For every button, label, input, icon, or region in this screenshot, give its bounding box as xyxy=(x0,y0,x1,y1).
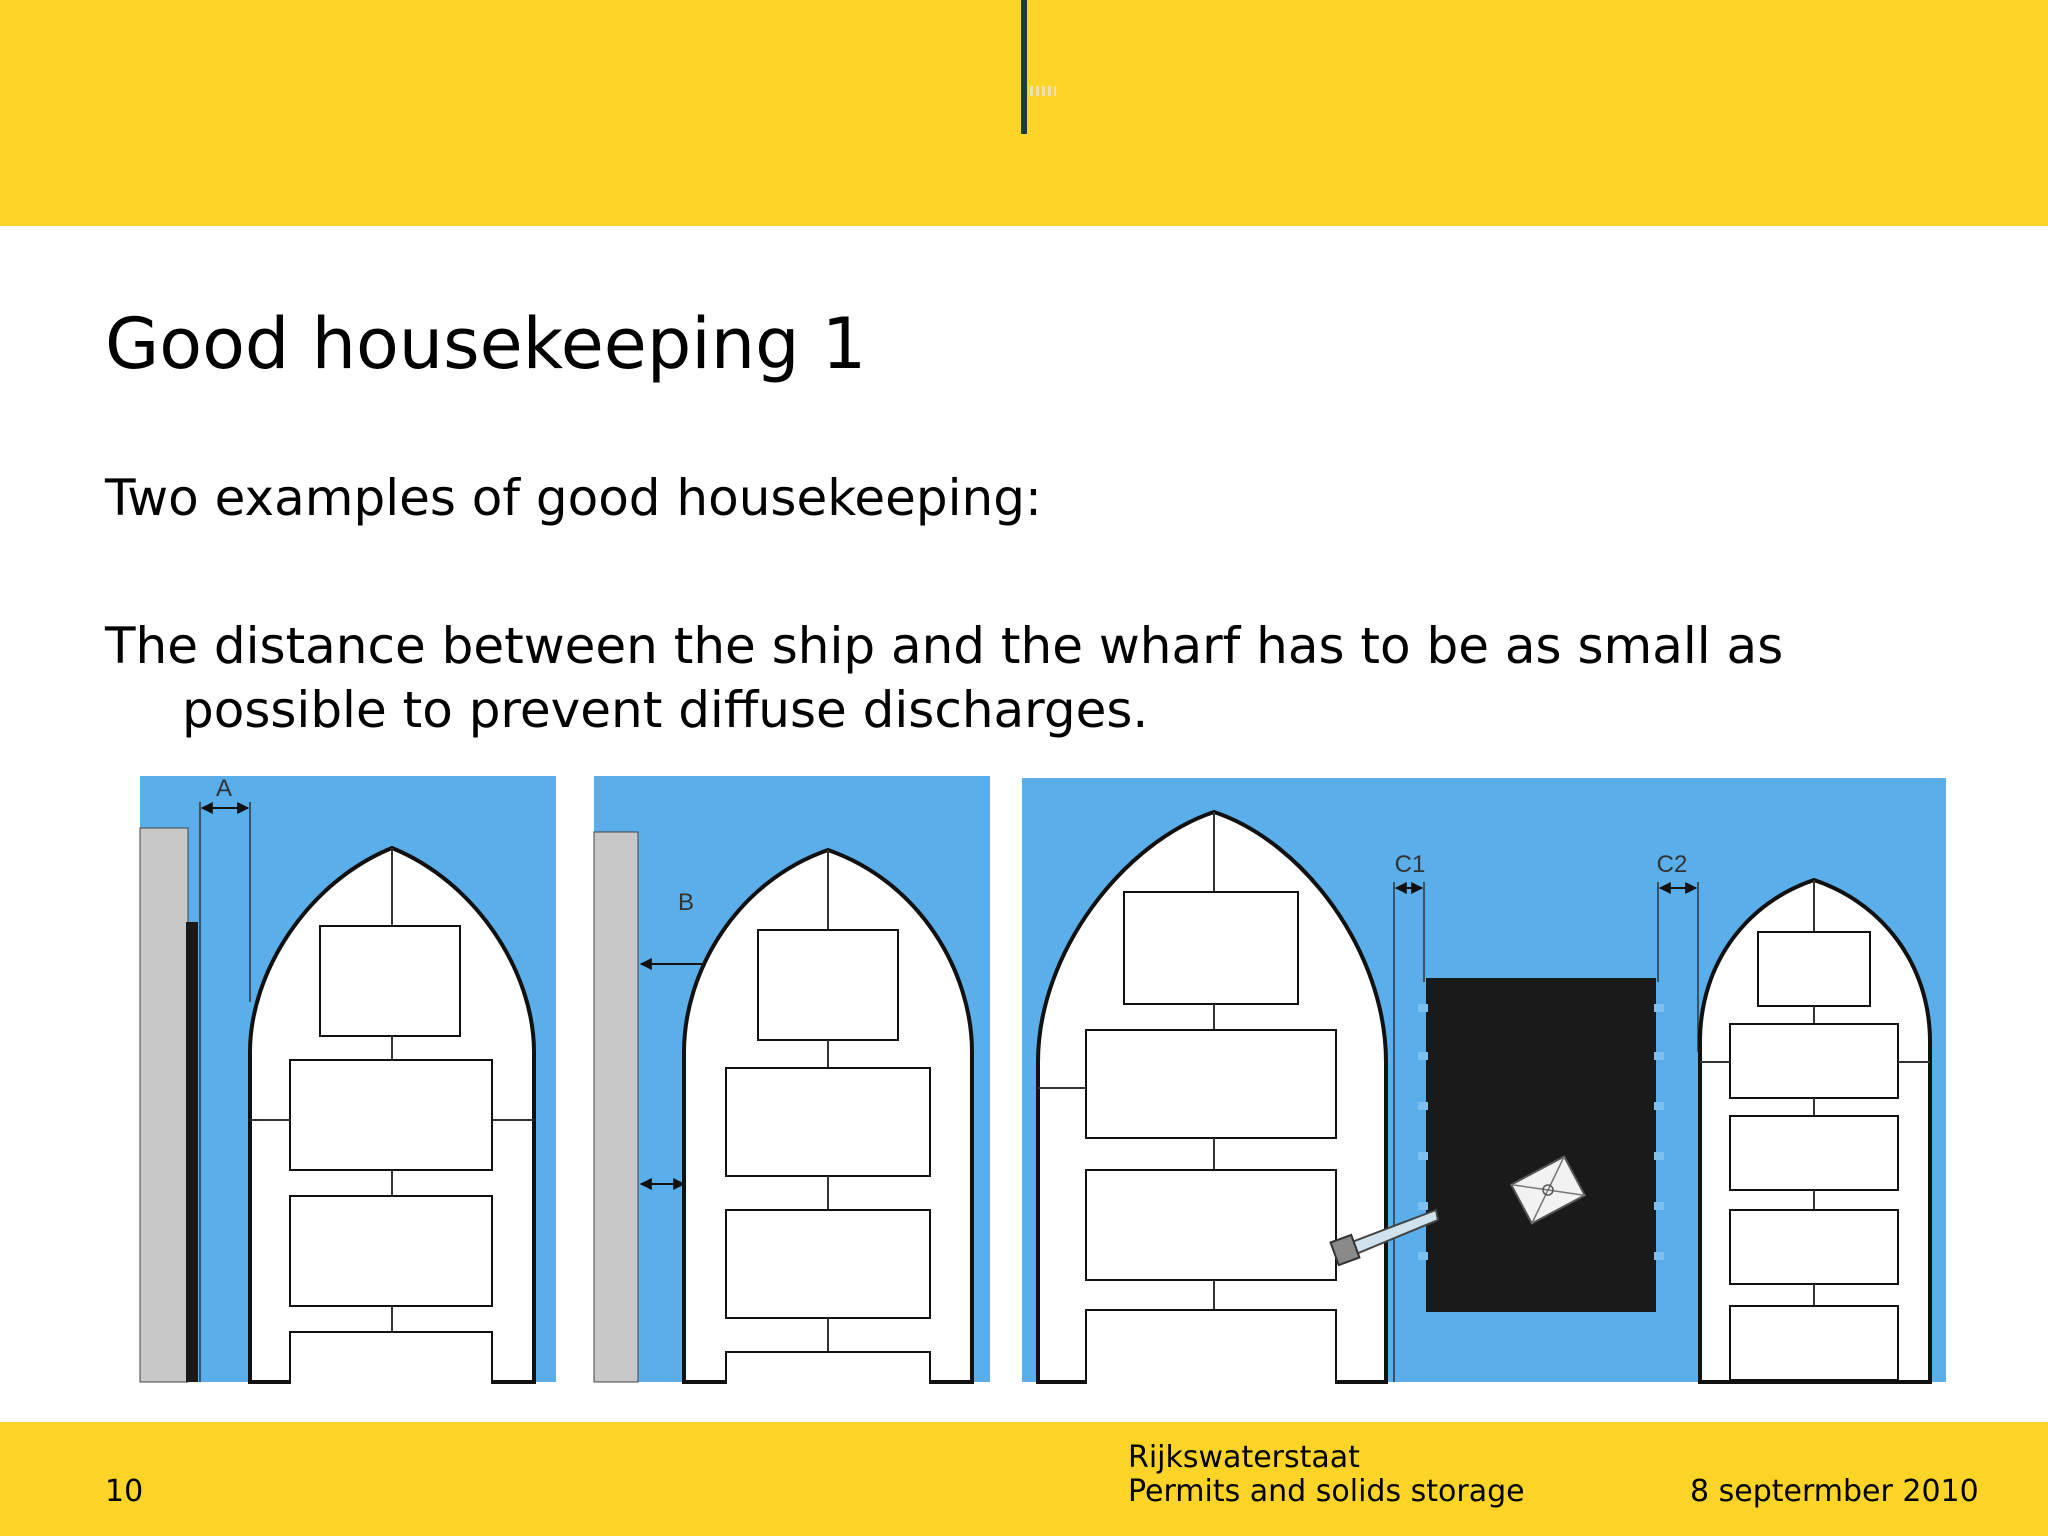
organization-name: Rijkswaterstaat xyxy=(1128,1440,1360,1475)
document-title: Permits and solids storage xyxy=(1128,1474,1525,1509)
logo-mark-icon xyxy=(1030,86,1056,96)
wharf xyxy=(594,832,638,1382)
header-band xyxy=(0,0,2048,226)
label-c2: C2 xyxy=(1656,851,1688,878)
barge xyxy=(1426,978,1656,1312)
bullet-text-line-2: possible to prevent diffuse discharges. xyxy=(182,681,1149,739)
ship-distance-figure xyxy=(138,772,1948,1384)
panel-c xyxy=(1022,778,1946,1384)
label-a: A xyxy=(215,775,233,802)
presentation-date: 8 septermber 2010 xyxy=(1690,1474,1979,1509)
panel-b xyxy=(594,776,990,1384)
logo-icon xyxy=(1021,0,1027,134)
page-number: 10 xyxy=(105,1474,144,1509)
slide-title: Good housekeeping 1 xyxy=(105,303,867,385)
wharf xyxy=(140,828,188,1382)
bullet-text-line-1: The distance between the ship and the wharf has to be as small as xyxy=(105,617,1784,675)
panel-a xyxy=(140,775,556,1384)
label-c1: C1 xyxy=(1394,851,1426,878)
label-b: B xyxy=(677,889,695,916)
ship-diagram xyxy=(138,772,1948,1384)
fender xyxy=(186,922,198,1382)
intro-text: Two examples of good housekeeping: xyxy=(105,469,1042,527)
